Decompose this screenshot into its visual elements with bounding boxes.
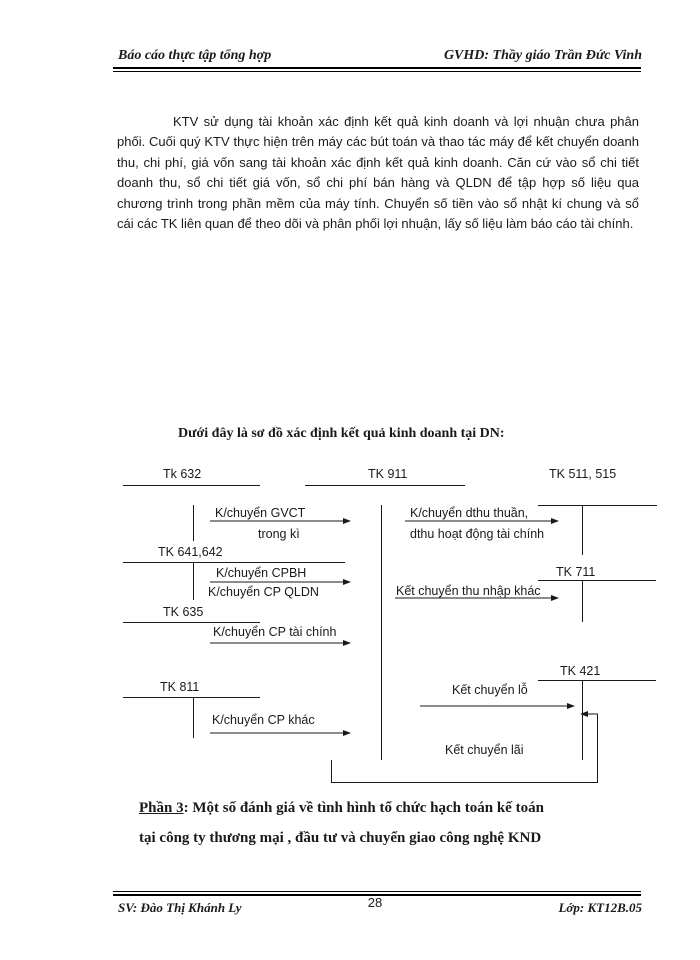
section-title-1: : Một số đánh giá về tình hình tổ chức hạch toán kế toán bbox=[183, 800, 544, 816]
header-left: Báo cáo thực tập tổng hợp bbox=[118, 48, 272, 63]
account-tk911: TK 911 bbox=[368, 467, 408, 481]
footer-rule-thin bbox=[113, 891, 641, 892]
entry-dthu-2: dthu hoạt động tài chính bbox=[410, 527, 545, 541]
footer-left: SV: Đào Thị Khánh Ly bbox=[118, 900, 242, 915]
section-label: Phần 3 bbox=[139, 800, 184, 816]
entry-cpqldn: K/chuyển CP QLDN bbox=[208, 585, 319, 599]
account-tk632: Tk 632 bbox=[163, 467, 202, 481]
entry-cpkhac: K/chuyển CP khác bbox=[212, 713, 315, 727]
page-number: 28 bbox=[367, 895, 383, 910]
entry-thunhap: Kết chuyển thu nhập khác bbox=[396, 584, 541, 598]
diagram-caption: Dưới đây là sơ đồ xác định kết quả kinh doanh tại DN: bbox=[178, 426, 505, 441]
section-heading-line1 bbox=[139, 800, 544, 817]
entry-lai: Kết chuyển lãi bbox=[445, 743, 524, 757]
entry-dthu: K/chuyển dthu thuần, bbox=[410, 506, 529, 520]
account-tk635: TK 635 bbox=[163, 605, 204, 619]
entry-cpbh: K/chuyển CPBH bbox=[216, 566, 307, 580]
account-tk711: TK 711 bbox=[556, 565, 596, 579]
account-tk641: TK 641,642 bbox=[158, 545, 223, 559]
entry-cptc: K/chuyển CP tài chính bbox=[213, 625, 337, 639]
account-tk811: TK 811 bbox=[160, 680, 200, 694]
footer-right: Lớp: KT12B.05 bbox=[558, 900, 642, 915]
entry-lo: Kết chuyển lỗ bbox=[452, 683, 528, 697]
body-paragraph: KTV sử dụng tài khoản xác định kết quả kinh doanh và lợi nhuận chưa phân phối. Cuối quý KTV thực hiện trên máy các bút toán và thao tác máy để kết chuyển doanh thu, chi phí, giá vốn sang tài khoản xác định kết quả kinh doanh. Căn cứ vào sổ chi tiết doanh thu, sổ chi tiết giá vốn, sổ chi phí bán hàng và QLDN để tập hợp số liệu qua chương trình trong phần mềm của máy tính. Chuyển số tiền vào sổ nhật kí chung và sổ cái các TK liên quan để theo dõi và phân phối lợi nhuận, lấy số liệu làm báo cáo tài chính. bbox=[117, 114, 639, 232]
account-tk511: TK 511, 515 bbox=[549, 467, 617, 481]
section-heading-line2: tại công ty thương mại , đầu tư và chuyển giao công nghệ KND bbox=[139, 830, 542, 846]
entry-gvct-2: trong kì bbox=[258, 527, 300, 541]
header-right: GVHD: Thầy giáo Trần Đức Vinh bbox=[443, 48, 642, 63]
entry-gvct: K/chuyển GVCT bbox=[215, 506, 306, 520]
account-tk421: TK 421 bbox=[560, 664, 601, 678]
